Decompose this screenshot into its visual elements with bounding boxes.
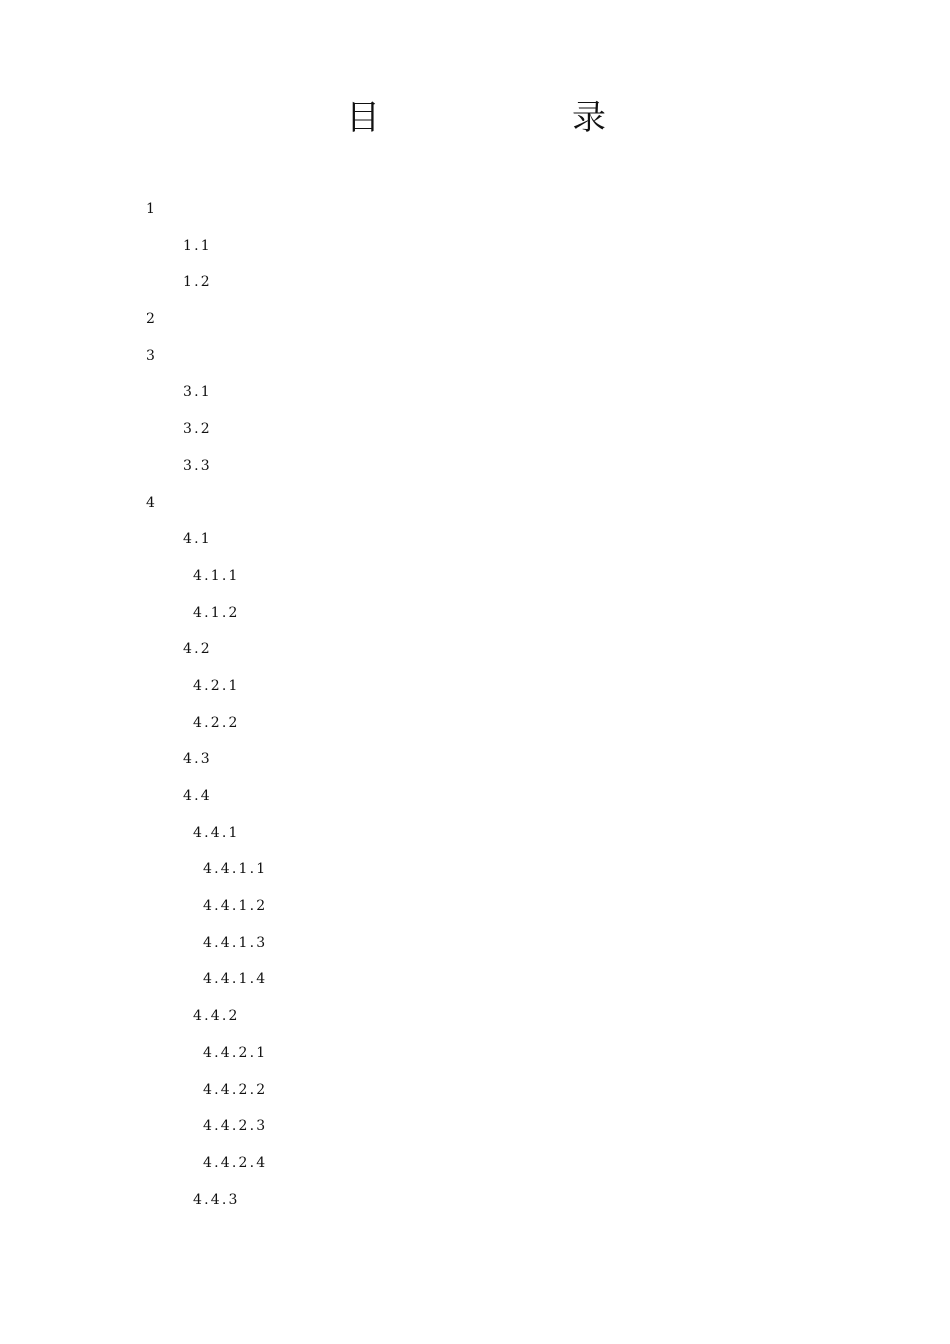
toc-title-char-2: 录	[572, 98, 606, 138]
toc-entry[interactable]: 4.2.1	[193, 677, 240, 694]
table-of-contents	[0, 198, 950, 1225]
toc-entry[interactable]: 4.4.3	[193, 1191, 240, 1208]
toc-entry[interactable]: 4.4.2.3	[203, 1118, 268, 1135]
toc-entry[interactable]: 3	[146, 347, 158, 364]
toc-entry[interactable]: 2	[146, 311, 158, 328]
toc-entry[interactable]: 4.4	[183, 788, 212, 804]
toc-entry[interactable]: 4.1	[183, 531, 212, 548]
toc-entry[interactable]: 4.4.1.2	[203, 898, 268, 915]
toc-entry[interactable]: 3.2	[183, 421, 212, 438]
toc-entry[interactable]: 4	[146, 494, 158, 511]
toc-entry[interactable]: 4.4.2.4	[203, 1154, 268, 1171]
toc-entry[interactable]: 4.2.2	[193, 714, 240, 731]
toc-entry[interactable]: 3.1	[183, 384, 212, 401]
toc-entry[interactable]: 1.2	[183, 274, 212, 291]
toc-entry[interactable]: 4.4.2.2	[203, 1081, 268, 1098]
toc-entry[interactable]: 4.2	[183, 641, 212, 658]
toc-entry[interactable]: 4.4.2	[193, 1008, 240, 1025]
toc-entry[interactable]: 1.1	[183, 237, 212, 254]
toc-title	[0, 96, 950, 140]
toc-title-char-1: 目	[346, 98, 380, 138]
toc-entry[interactable]: 1	[146, 201, 158, 217]
toc-entry[interactable]: 4.4.2.1	[203, 1044, 268, 1061]
toc-entry[interactable]: 4.1.2	[193, 604, 240, 621]
toc-entry[interactable]: 4.1.1	[193, 567, 240, 584]
toc-entry[interactable]: 4.4.1.4	[203, 971, 268, 988]
toc-entry[interactable]: 3.3	[183, 457, 212, 474]
toc-entry[interactable]: 4.4.1.1	[203, 861, 268, 878]
toc-entry[interactable]: 4.3	[183, 751, 212, 768]
toc-entry[interactable]: 4.4.1	[193, 824, 240, 841]
toc-entry[interactable]: 4.4.1.3	[203, 934, 268, 951]
